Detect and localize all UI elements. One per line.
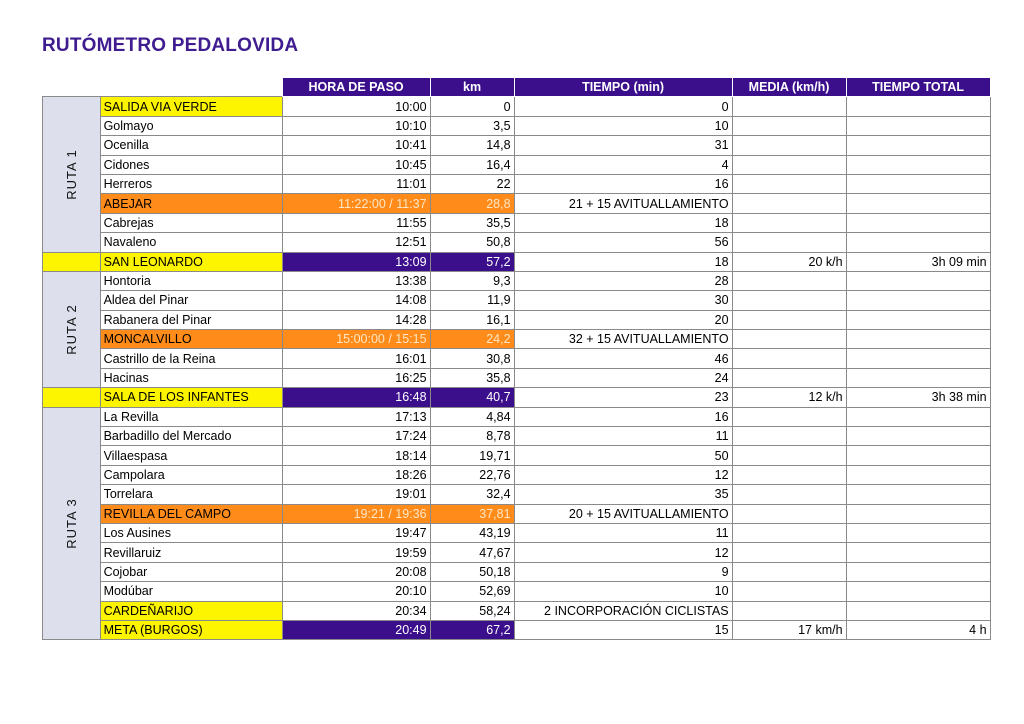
table-row bbox=[43, 485, 991, 504]
route-label-text: RUTA 1 bbox=[63, 149, 79, 200]
cell-km: 58,24 bbox=[430, 601, 514, 620]
cell-total: 3h 09 min bbox=[846, 252, 990, 271]
cell-media bbox=[732, 349, 846, 368]
cell-km: 28,8 bbox=[430, 194, 514, 213]
cell-name: Rabanera del Pinar bbox=[100, 310, 282, 329]
cell-total bbox=[846, 446, 990, 465]
cell-media bbox=[732, 523, 846, 542]
cell-media bbox=[732, 174, 846, 193]
cell-name: CARDEÑARIJO bbox=[100, 601, 282, 620]
cell-total bbox=[846, 233, 990, 252]
cell-tiempo: 18 bbox=[514, 213, 732, 232]
cell-name: La Revilla bbox=[100, 407, 282, 426]
cell-hora: 18:26 bbox=[282, 465, 430, 484]
cell-name: Cidones bbox=[100, 155, 282, 174]
cell-media bbox=[732, 97, 846, 116]
cell-media bbox=[732, 310, 846, 329]
cell-km: 67,2 bbox=[430, 620, 514, 639]
cell-total bbox=[846, 407, 990, 426]
table-row bbox=[43, 349, 991, 368]
cell-hora: 14:08 bbox=[282, 291, 430, 310]
cell-total bbox=[846, 349, 990, 368]
cell-name: SALIDA VIA VERDE bbox=[100, 97, 282, 116]
cell-media bbox=[732, 446, 846, 465]
cell-tiempo: 4 bbox=[514, 155, 732, 174]
table-row bbox=[43, 116, 991, 135]
cell-media bbox=[732, 427, 846, 446]
header-total: TIEMPO TOTAL bbox=[846, 78, 990, 97]
cell-media: 17 km/h bbox=[732, 620, 846, 639]
cell-hora: 11:55 bbox=[282, 213, 430, 232]
cell-total bbox=[846, 213, 990, 232]
cell-total bbox=[846, 155, 990, 174]
table-row bbox=[43, 213, 991, 232]
cell-total bbox=[846, 291, 990, 310]
table-row bbox=[43, 543, 991, 562]
cell-km: 22,76 bbox=[430, 465, 514, 484]
cell-km: 4,84 bbox=[430, 407, 514, 426]
table-row bbox=[43, 523, 991, 542]
cell-hora: 12:51 bbox=[282, 233, 430, 252]
cell-hora: 15:00:00 / 15:15 bbox=[282, 330, 430, 349]
header-row bbox=[43, 78, 991, 97]
table-row bbox=[43, 601, 991, 620]
cell-tiempo: 20 + 15 AVITUALLAMIENTO bbox=[514, 504, 732, 523]
cell-total bbox=[846, 116, 990, 135]
cell-media bbox=[732, 291, 846, 310]
cell-total bbox=[846, 601, 990, 620]
cell-hora: 10:45 bbox=[282, 155, 430, 174]
cell-tiempo: 16 bbox=[514, 174, 732, 193]
cell-tiempo: 32 + 15 AVITUALLAMIENTO bbox=[514, 330, 732, 349]
table-row bbox=[43, 310, 991, 329]
cell-name: Golmayo bbox=[100, 116, 282, 135]
cell-hora: 19:47 bbox=[282, 523, 430, 542]
cell-name: SALA DE LOS INFANTES bbox=[100, 388, 282, 407]
route-table-body bbox=[43, 97, 991, 640]
cell-media bbox=[732, 213, 846, 232]
table-row bbox=[43, 427, 991, 446]
cell-hora: 14:28 bbox=[282, 310, 430, 329]
cell-total bbox=[846, 465, 990, 484]
cell-total bbox=[846, 582, 990, 601]
cell-km: 16,1 bbox=[430, 310, 514, 329]
cell-hora: 13:09 bbox=[282, 252, 430, 271]
cell-km: 19,71 bbox=[430, 446, 514, 465]
cell-tiempo: 16 bbox=[514, 407, 732, 426]
cell-total bbox=[846, 97, 990, 116]
cell-km: 14,8 bbox=[430, 136, 514, 155]
cell-name: META (BURGOS) bbox=[100, 620, 282, 639]
table-row bbox=[43, 271, 991, 290]
cell-total bbox=[846, 368, 990, 387]
cell-km: 37,81 bbox=[430, 504, 514, 523]
cell-km: 35,8 bbox=[430, 368, 514, 387]
cell-name: Villaespasa bbox=[100, 446, 282, 465]
cell-media bbox=[732, 485, 846, 504]
route-label-text: RUTA 3 bbox=[63, 498, 79, 549]
cell-tiempo: 10 bbox=[514, 116, 732, 135]
cell-tiempo: 10 bbox=[514, 582, 732, 601]
cell-media bbox=[732, 543, 846, 562]
cell-hora: 17:13 bbox=[282, 407, 430, 426]
table-row bbox=[43, 194, 991, 213]
header-hora: HORA DE PASO bbox=[282, 78, 430, 97]
cell-km: 11,9 bbox=[430, 291, 514, 310]
cell-tiempo: 23 bbox=[514, 388, 732, 407]
cell-tiempo: 50 bbox=[514, 446, 732, 465]
table-row bbox=[43, 504, 991, 523]
cell-total bbox=[846, 485, 990, 504]
cell-media bbox=[732, 155, 846, 174]
cell-tiempo: 56 bbox=[514, 233, 732, 252]
cell-name: Modúbar bbox=[100, 582, 282, 601]
cell-tiempo: 12 bbox=[514, 543, 732, 562]
cell-total bbox=[846, 136, 990, 155]
cell-total: 3h 38 min bbox=[846, 388, 990, 407]
cell-total bbox=[846, 504, 990, 523]
cell-tiempo: 35 bbox=[514, 485, 732, 504]
cell-name: Aldea del Pinar bbox=[100, 291, 282, 310]
table-row bbox=[43, 388, 991, 407]
cell-name: SAN LEONARDO bbox=[100, 252, 282, 271]
header-tiempo: TIEMPO (min) bbox=[514, 78, 732, 97]
cell-media bbox=[732, 601, 846, 620]
cell-media bbox=[732, 465, 846, 484]
cell-tiempo: 28 bbox=[514, 271, 732, 290]
cell-name: ABEJAR bbox=[100, 194, 282, 213]
cell-km: 47,67 bbox=[430, 543, 514, 562]
table-row bbox=[43, 174, 991, 193]
cell-name: Torrelara bbox=[100, 485, 282, 504]
cell-total bbox=[846, 543, 990, 562]
table-row bbox=[43, 330, 991, 349]
route-label bbox=[43, 271, 101, 387]
cell-tiempo: 46 bbox=[514, 349, 732, 368]
cell-km: 50,18 bbox=[430, 562, 514, 581]
cell-name: Barbadillo del Mercado bbox=[100, 427, 282, 446]
cell-media bbox=[732, 116, 846, 135]
cell-hora: 20:49 bbox=[282, 620, 430, 639]
cell-hora: 11:22:00 / 11:37 bbox=[282, 194, 430, 213]
cell-km: 57,2 bbox=[430, 252, 514, 271]
cell-media bbox=[732, 562, 846, 581]
cell-total: 4 h bbox=[846, 620, 990, 639]
table-row bbox=[43, 446, 991, 465]
cell-media bbox=[732, 582, 846, 601]
cell-media: 12 k/h bbox=[732, 388, 846, 407]
cell-tiempo: 0 bbox=[514, 97, 732, 116]
cell-media bbox=[732, 271, 846, 290]
cell-hora: 20:34 bbox=[282, 601, 430, 620]
cell-hora: 17:24 bbox=[282, 427, 430, 446]
cell-hora: 16:25 bbox=[282, 368, 430, 387]
cell-km: 16,4 bbox=[430, 155, 514, 174]
cell-name: Campolara bbox=[100, 465, 282, 484]
cell-name: Hacinas bbox=[100, 368, 282, 387]
cell-hora: 20:10 bbox=[282, 582, 430, 601]
cell-tiempo: 31 bbox=[514, 136, 732, 155]
cell-total bbox=[846, 562, 990, 581]
cell-name: Los Ausines bbox=[100, 523, 282, 542]
cell-name: Navaleno bbox=[100, 233, 282, 252]
cell-km: 9,3 bbox=[430, 271, 514, 290]
cell-km: 35,5 bbox=[430, 213, 514, 232]
route-table bbox=[42, 77, 991, 640]
cell-tiempo: 21 + 15 AVITUALLAMIENTO bbox=[514, 194, 732, 213]
cell-hora: 10:10 bbox=[282, 116, 430, 135]
cell-tiempo: 11 bbox=[514, 427, 732, 446]
cell-name: Cojobar bbox=[100, 562, 282, 581]
cell-tiempo: 12 bbox=[514, 465, 732, 484]
table-row bbox=[43, 465, 991, 484]
cell-name: Hontoria bbox=[100, 271, 282, 290]
cell-tiempo: 20 bbox=[514, 310, 732, 329]
cell-total bbox=[846, 330, 990, 349]
header-blank bbox=[43, 78, 101, 97]
cell-media bbox=[732, 407, 846, 426]
cell-name: Cabrejas bbox=[100, 213, 282, 232]
table-row bbox=[43, 407, 991, 426]
cell-km: 32,4 bbox=[430, 485, 514, 504]
cell-tiempo: 24 bbox=[514, 368, 732, 387]
table-row bbox=[43, 233, 991, 252]
cell-name: MONCALVILLO bbox=[100, 330, 282, 349]
header-media: MEDIA (km/h) bbox=[732, 78, 846, 97]
cell-km: 50,8 bbox=[430, 233, 514, 252]
cell-name: Castrillo de la Reina bbox=[100, 349, 282, 368]
cell-km: 24,2 bbox=[430, 330, 514, 349]
route-label bbox=[43, 407, 101, 640]
table-row bbox=[43, 368, 991, 387]
cell-media bbox=[732, 233, 846, 252]
cell-km: 52,69 bbox=[430, 582, 514, 601]
cell-total bbox=[846, 523, 990, 542]
cell-total bbox=[846, 194, 990, 213]
cell-km: 43,19 bbox=[430, 523, 514, 542]
cell-media bbox=[732, 194, 846, 213]
cell-hora: 16:48 bbox=[282, 388, 430, 407]
table-row bbox=[43, 97, 991, 116]
table-row bbox=[43, 620, 991, 639]
cell-name: Ocenilla bbox=[100, 136, 282, 155]
cell-hora: 19:59 bbox=[282, 543, 430, 562]
cell-media bbox=[732, 136, 846, 155]
cell-media bbox=[732, 368, 846, 387]
cell-media bbox=[732, 330, 846, 349]
table-row bbox=[43, 136, 991, 155]
cell-hora: 13:38 bbox=[282, 271, 430, 290]
cell-km: 30,8 bbox=[430, 349, 514, 368]
cell-media: 20 k/h bbox=[732, 252, 846, 271]
table-row bbox=[43, 252, 991, 271]
cell-tiempo: 18 bbox=[514, 252, 732, 271]
cell-km: 0 bbox=[430, 97, 514, 116]
cell-tiempo: 9 bbox=[514, 562, 732, 581]
cell-hora: 10:00 bbox=[282, 97, 430, 116]
cell-hora: 19:01 bbox=[282, 485, 430, 504]
cell-name: Revillaruiz bbox=[100, 543, 282, 562]
table-row bbox=[43, 291, 991, 310]
cell-tiempo: 11 bbox=[514, 523, 732, 542]
cell-km: 22 bbox=[430, 174, 514, 193]
cell-name: REVILLA DEL CAMPO bbox=[100, 504, 282, 523]
cell-total bbox=[846, 271, 990, 290]
cell-tiempo: 30 bbox=[514, 291, 732, 310]
cell-hora: 16:01 bbox=[282, 349, 430, 368]
route-label bbox=[43, 97, 101, 252]
header-km: km bbox=[430, 78, 514, 97]
cell-hora: 11:01 bbox=[282, 174, 430, 193]
header-blank bbox=[100, 78, 282, 97]
table-row bbox=[43, 582, 991, 601]
cell-hora: 19:21 / 19:36 bbox=[282, 504, 430, 523]
stage-marker bbox=[43, 388, 101, 407]
cell-total bbox=[846, 174, 990, 193]
route-label-text: RUTA 2 bbox=[63, 304, 79, 355]
cell-total bbox=[846, 427, 990, 446]
cell-total bbox=[846, 310, 990, 329]
page-title: RUTÓMETRO PEDALOVIDA bbox=[42, 35, 299, 56]
cell-hora: 20:08 bbox=[282, 562, 430, 581]
cell-tiempo: 15 bbox=[514, 620, 732, 639]
cell-name: Herreros bbox=[100, 174, 282, 193]
cell-hora: 10:41 bbox=[282, 136, 430, 155]
cell-media bbox=[732, 504, 846, 523]
cell-km: 3,5 bbox=[430, 116, 514, 135]
cell-hora: 18:14 bbox=[282, 446, 430, 465]
table-row bbox=[43, 562, 991, 581]
cell-km: 8,78 bbox=[430, 427, 514, 446]
cell-tiempo: 2 INCORPORACIÓN CICLISTAS bbox=[514, 601, 732, 620]
table-row bbox=[43, 155, 991, 174]
stage-marker bbox=[43, 252, 101, 271]
cell-km: 40,7 bbox=[430, 388, 514, 407]
